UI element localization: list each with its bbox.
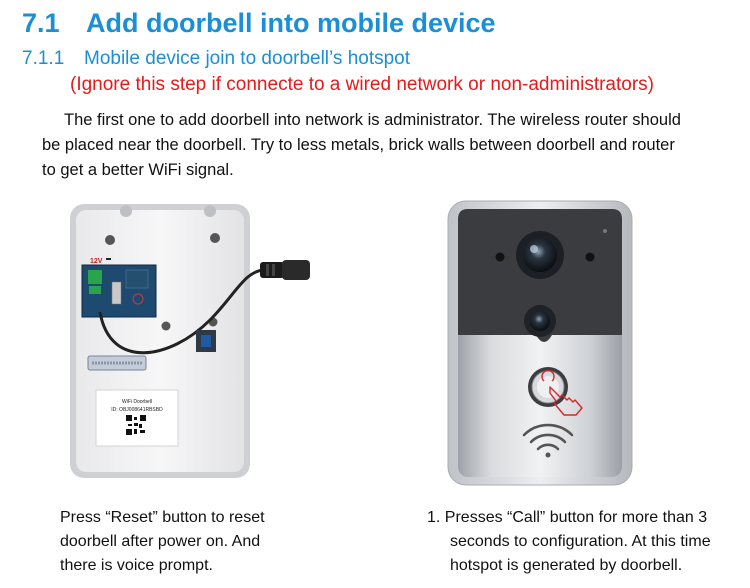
body-line-2: be placed near the doorbell. Try to less metals, brick walls between doorbell and router	[42, 136, 675, 154]
right-caption-line-1: 1. Presses “Call” button for more than 3	[427, 509, 708, 526]
left-caption-line-1: Press “Reset” button to reset	[60, 509, 265, 526]
dc-plug	[282, 260, 310, 280]
subsection-heading	[22, 48, 410, 70]
voltage-label: 12V	[90, 258, 103, 265]
terminal-block	[89, 286, 101, 294]
doorbell-front-figure	[440, 195, 650, 490]
screw-hole	[105, 235, 115, 245]
screw-hole	[120, 205, 132, 217]
sticker-id: ID: OBJ008641RBSBD	[111, 407, 163, 413]
reset-button	[112, 282, 121, 304]
right-caption-line-2: seconds to configuration. At this time	[450, 533, 711, 550]
body-line-3: to get a better WiFi signal.	[42, 161, 234, 179]
lens-glare	[530, 245, 538, 253]
ir-led	[586, 253, 595, 262]
connector-ridge	[272, 264, 275, 276]
screw-hole	[210, 233, 220, 243]
qr-code-icon	[126, 415, 146, 435]
terminal-block	[88, 270, 102, 284]
module-chip	[201, 335, 211, 347]
left-caption-line-3: there is voice prompt.	[60, 557, 213, 574]
screw-hole	[204, 205, 216, 217]
doorbell-back-figure	[60, 200, 360, 490]
secondary-lens	[530, 311, 550, 331]
minus-mark	[106, 258, 111, 260]
section-title: Add doorbell into mobile device	[86, 8, 496, 38]
right-caption	[427, 506, 711, 578]
subsection-number: 7.1.1	[22, 48, 65, 69]
subsection-title: Mobile device join to doorbell’s hotspot	[84, 48, 411, 69]
sensor-dot	[603, 229, 607, 233]
section-number: 7.1	[22, 8, 60, 38]
right-caption-line-3: hotspot is generated by doorbell.	[450, 557, 683, 574]
section-heading	[22, 8, 496, 39]
chip	[126, 270, 148, 288]
ir-led	[496, 253, 505, 262]
body-line-1: The first one to add doorbell into network is administrator. The wireless router should	[64, 111, 681, 129]
camera-lens	[523, 238, 557, 272]
left-caption-line-2: doorbell after power on. And	[60, 533, 261, 550]
left-caption	[60, 506, 265, 578]
body-paragraph	[42, 108, 732, 183]
connector-ridge	[266, 264, 269, 276]
call-button-face	[537, 376, 559, 398]
warning-note: (Ignore this step if connecte to a wired network or non-administrators)	[70, 74, 654, 95]
sticker-title: WiFi Doorbell	[121, 399, 153, 405]
screw-hole	[162, 322, 171, 331]
